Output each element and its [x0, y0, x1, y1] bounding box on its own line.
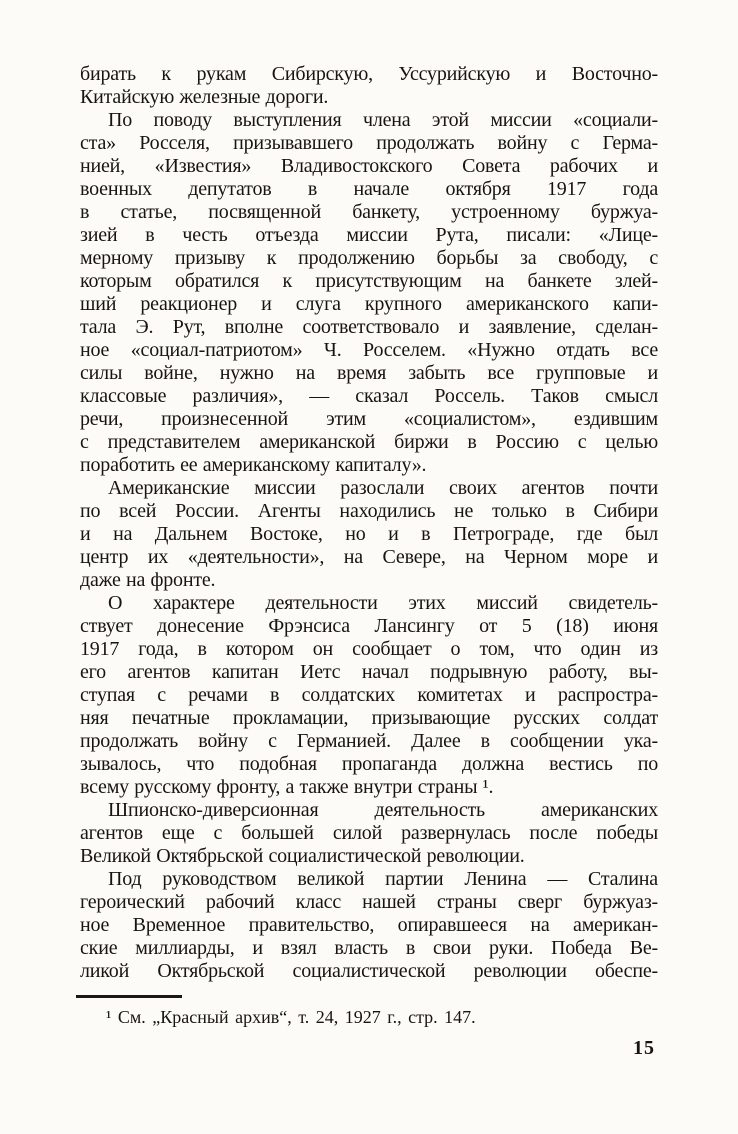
text-line: ликой Октябрьской социалистической революции обеспе- — [80, 960, 658, 982]
text-line: ские миллиарды, и взял власть в свои руки. Победа Ве- — [80, 937, 658, 959]
text-line: зией в честь отъезда миссии Рута, писали: «Лице- — [80, 224, 658, 246]
text-line: силы войне, нужно на время забыть все групповые и — [80, 362, 658, 384]
text-line: и на Дальнем Востоке, но и в Петрограде, где был — [80, 523, 658, 545]
text-line: По поводу выступления члена этой миссии «социали- — [108, 109, 658, 131]
text-line: ное Временное правительство, опиравшееся на американ- — [80, 914, 658, 936]
text-line: которым обратился к присутствующим на банкете злей- — [80, 270, 658, 292]
text-line: по всей России. Агенты находились не только в Сибири — [80, 500, 658, 522]
text-line: 1917 года, в котором он сообщает о том, что один из — [80, 638, 658, 660]
text-line: Великой Октябрьской социалистической революции. — [80, 845, 525, 867]
text-line: ший реакционер и слуга крупного американского капи- — [80, 293, 658, 315]
text-line: ное «социал-патриотом» Ч. Росселем. «Нужно отдать все — [80, 339, 658, 361]
page-number: 15 — [633, 1037, 655, 1059]
text-line: няя печатные прокламации, призывающие русских солдат — [80, 707, 658, 729]
text-line: О характере деятельности этих миссий свидетель- — [108, 592, 658, 614]
text-line: классовые различия», — сказал Россель. Таков смысл — [80, 385, 658, 407]
text-line: тала Э. Рут, вполне соответствовало и заявление, сделан- — [80, 316, 658, 338]
text-line: Шпионско-диверсионная деятельность американских — [108, 799, 658, 821]
text-line: его агентов капитан Иетс начал подрывную работу, вы- — [80, 661, 658, 683]
text-line: в статье, посвященной банкету, устроенному буржуа- — [80, 201, 658, 223]
body-text-block — [80, 63, 658, 983]
text-line: ступая с речами в солдатских комитетах и распростра- — [80, 684, 658, 706]
text-line: мерному призыву к продолжению борьбы за свободу, с — [80, 247, 658, 269]
text-line: бирать к рукам Сибирскую, Уссурийскую и Восточно- — [80, 63, 658, 85]
text-line: зывалось, что подобная пропаганда должна вестись по — [80, 753, 658, 775]
text-line: всему русскому фронту, а также внутри страны ¹. — [80, 776, 494, 798]
footnote — [80, 1006, 658, 1028]
text-line: военных депутатов в начале октября 1917 года — [80, 178, 658, 200]
text-line: Американские миссии разослали своих агентов почти — [108, 477, 658, 499]
text-line: ствует донесение Фрэнсиса Лансингу от 5 (18) июня — [80, 615, 658, 637]
footnote-separator-rule — [76, 995, 182, 998]
footnote-text: ¹ См. „Красный архив“, т. 24, 1927 г., стр. 147. — [106, 1007, 476, 1027]
text-line: ста» Росселя, призывавшего продолжать войну с Герма- — [80, 132, 658, 154]
text-line: Под руководством великой партии Ленина — Сталина — [108, 868, 658, 890]
text-line: поработить ее американскому капиталу». — [80, 454, 427, 476]
text-line: Китайскую железные дороги. — [80, 86, 329, 108]
text-line: героический рабочий класс нашей страны сверг буржуаз- — [80, 891, 658, 913]
text-line: с представителем американской биржи в Россию с целью — [80, 431, 658, 453]
text-line: продолжать войну с Германией. Далее в сообщении ука- — [80, 730, 658, 752]
text-line: агентов еще с большей силой развернулась после победы — [80, 822, 658, 844]
text-line: центр их «деятельности», на Севере, на Черном море и — [80, 546, 658, 568]
text-line: речи, произнесенной этим «социалистом», ездившим — [80, 408, 658, 430]
text-line: нией, «Известия» Владивостокского Совета рабочих и — [80, 155, 658, 177]
text-line: даже на фронте. — [80, 569, 216, 591]
